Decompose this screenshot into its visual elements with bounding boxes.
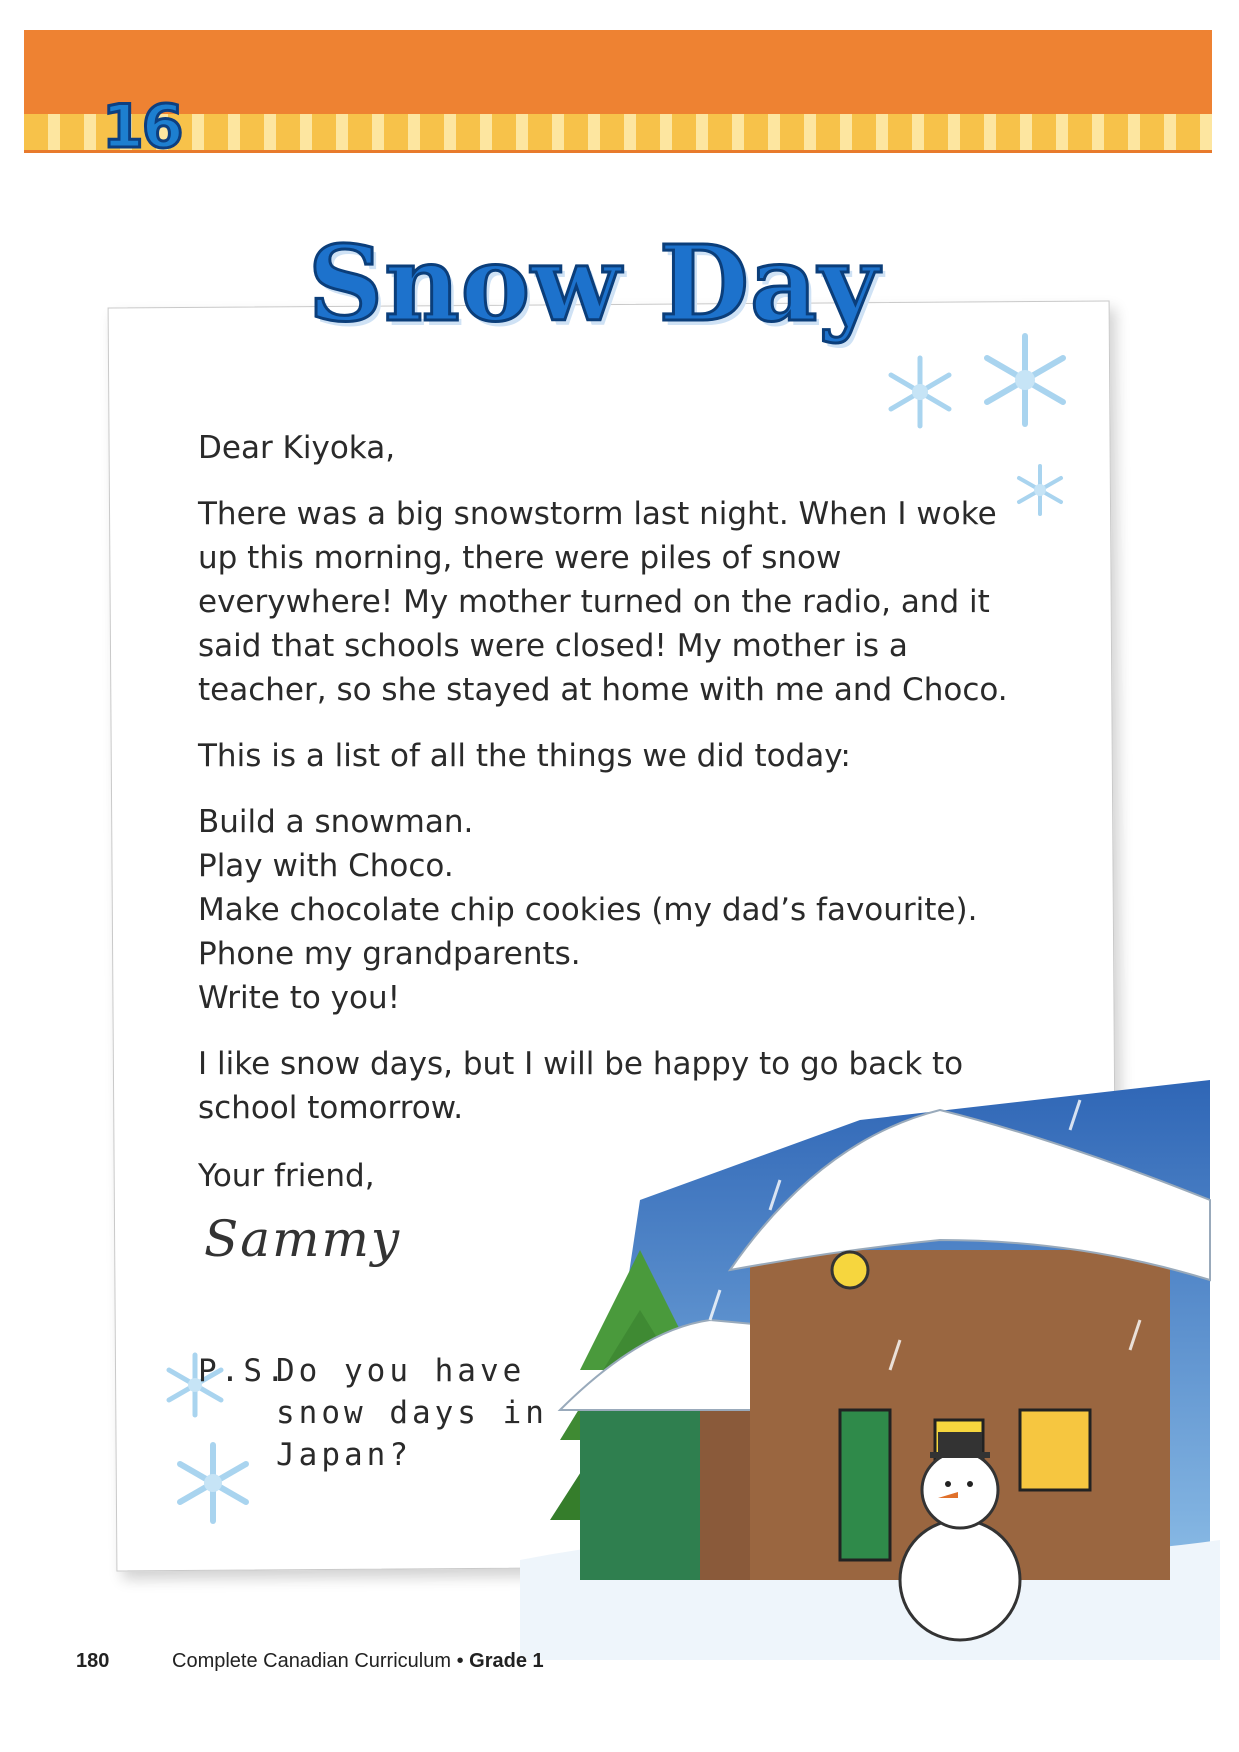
signature: Sammy <box>204 1210 402 1268</box>
ps-label: P.S. <box>198 1353 289 1389</box>
list-item: Play with Choco. <box>198 848 454 884</box>
header-stripe <box>24 114 1212 150</box>
header-banner <box>24 30 1212 114</box>
letter-paragraph-1: There was a big snowstorm last night. When I woke up this morning, there were piles of snow everywhere! My mother turned on the radio, and it said that schools were closed! My mother is a teacher, so she stayed at home with me and Choco. <box>198 496 1008 708</box>
footer-separator: • <box>456 1650 464 1672</box>
unit-number: 16 <box>102 92 182 162</box>
letter-paragraph-2: This is a list of all the things we did today: <box>198 738 851 774</box>
house-illustration <box>520 1080 1220 1660</box>
list-item: Write to you! <box>198 980 401 1016</box>
activity-list <box>198 800 1038 1020</box>
letter-paragraph-3: I like snow days, but I will be happy to go back to school tomorrow. <box>198 1046 964 1126</box>
ps-text: Do you have snow days in Japan? <box>276 1353 548 1473</box>
page-title: Snow Day <box>308 222 880 345</box>
snowflake-icon <box>975 330 1075 430</box>
letter-closing: Your friend, <box>198 1158 375 1194</box>
footer-book-title <box>172 1650 544 1673</box>
list-item: Make chocolate chip cookies (my dad’s favourite). <box>198 892 978 928</box>
book-title: Complete Canadian Curriculum <box>172 1650 452 1672</box>
list-item: Build a snowman. <box>198 804 474 840</box>
snowflake-icon <box>170 1440 256 1526</box>
page-number: 180 <box>76 1650 110 1672</box>
header-divider <box>24 150 1212 153</box>
letter-body <box>198 426 1038 1152</box>
grade-label: Grade 1 <box>469 1650 544 1672</box>
letter-greeting: Dear Kiyoka, <box>198 430 396 466</box>
snowflake-icon <box>880 352 960 432</box>
list-item: Phone my grandparents. <box>198 936 581 972</box>
